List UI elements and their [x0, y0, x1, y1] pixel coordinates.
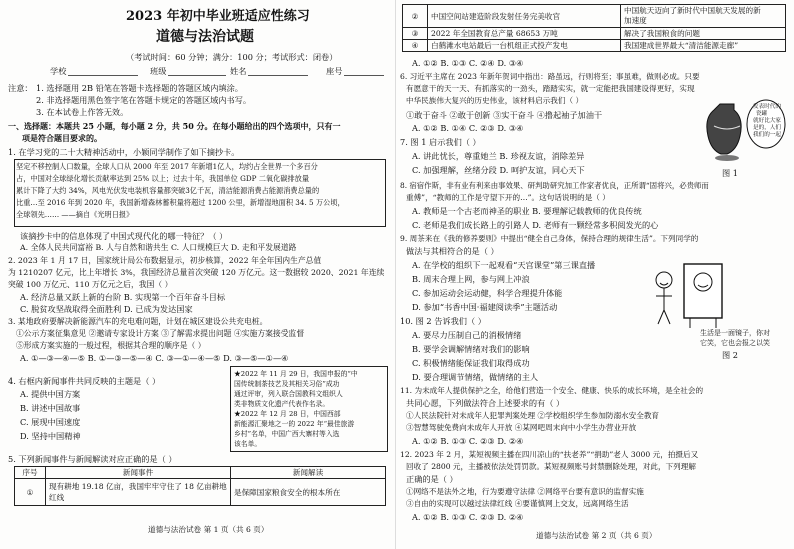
q10-option: A. 要尽力压制自己的消极情绪: [412, 330, 522, 340]
q11-options: A. ①② B. ①③ C. ②③ D. ②④: [412, 436, 524, 446]
fig2-caption: 它笑，它也会报之以笑: [700, 339, 770, 347]
page-footer-left: 道德与法治试卷 第 1 页（共 6 页）: [148, 525, 269, 534]
q9-option: A. 在学校的组织下一起观看“天宫课堂”第三课直播: [412, 260, 596, 270]
figure-2-image: [650, 258, 740, 332]
exam-title: 2023 年初中毕业班适应性练习: [126, 9, 310, 24]
q5-header-cell: 序号: [15, 467, 46, 479]
notes-heading: 注意：: [8, 83, 33, 93]
q1-stem: 该摘抄卡中的信息体现了中国式现代化的哪一特征？（ ）: [20, 231, 228, 241]
class-blank: [168, 75, 226, 76]
figure-1-label: 图 1: [722, 168, 738, 178]
name-label: 姓名: [230, 66, 247, 76]
news-line: 国传统制茶技艺及其相关习俗”成功: [234, 380, 340, 388]
q5-cell: ④: [403, 40, 428, 52]
news-line: 乡村”名单，中国广西大寨村等入选: [234, 430, 340, 438]
q3-line: 3. 某地政府要解决新能源汽车的充电难问题，计划在城区建设公共充电桩。: [8, 317, 268, 326]
q7-stem: 7. 图 1 启示我们（ ）: [400, 137, 481, 147]
q5-cell: 中国空间站建造阶段发射任务完美收官: [428, 5, 621, 28]
q10-option: D. 要合理调节情绪，做情绪的主人: [412, 372, 539, 382]
q12-options: A. ①② B. ①③ C. ②③ D. ②④: [412, 512, 524, 522]
q6-items: ①敢于奋斗 ②敢于创新 ③实干奋斗 ④撸起袖子加油干: [406, 110, 603, 120]
fig1-bubble-text: 我们的一起: [753, 132, 781, 138]
q5-table-continued: [402, 4, 786, 52]
q8-options-a: A. 教师是一个古老而神圣的职业 B. 要理解记载教师的优良传统: [412, 206, 642, 216]
news-line: ★2022 年 12 月 28 日，中国西部: [234, 410, 341, 418]
news-line: 类非物质文化遗产代表作名录。: [234, 400, 330, 408]
q1-intro: 1. 在学习党的二十大精神活动中，小颖同学制作了如下摘抄卡。: [8, 147, 240, 157]
q5-cell: 白鹤滩水电站最后一台机组正式投产发电: [428, 40, 621, 52]
figure-2-label: 图 2: [722, 350, 738, 360]
q12-line: 12. 2023 年 2 月，某短视频主播在四川凉山的“扶老养”“捐助”老人 3000 元，拍摄后又: [400, 450, 699, 459]
q11-line: 共同心愿，下列做法符合上述要求的有（ ）: [406, 398, 565, 408]
q6-line: 中华民族伟大复兴的历史伟业，该材料启示我们（ ）: [406, 96, 584, 105]
q5-cell: 我国建成世界最大“清洁能源走廊”: [621, 40, 786, 52]
q9-option: D. 参加“书香中国·福建阅读季”主题活动: [412, 302, 558, 312]
q9-line: 做法与其相符合的是（ ）: [406, 246, 499, 256]
exam-info: （考试时间：60 分钟；满分：100 分；考试形式：闭卷）: [126, 52, 338, 62]
q10-option: C. 积极情绪能保证我们取得成功: [412, 358, 530, 368]
q3-line: ①公示方案征集意见 ②邀请专家设计方案 ③了解需求提出问题 ④实施方案接受监督: [16, 329, 305, 338]
card-line: 坚定不移控制人口数量，全球人口从 2000 年至 2017 年新增1亿人，均约占全世界一个多百分: [16, 162, 318, 171]
note-1: 1. 选择题用 2B 铅笔在答题卡选择题的答题区域内填涂。: [36, 83, 243, 93]
q2-line: 突破 100 万亿元、110 万亿元之后，我国（ ）: [8, 280, 173, 289]
q12-item: ①网络不是法外之地，行为要遵守法律 ②网络平台要有意识的监督实施: [406, 487, 644, 496]
q4-option: C. 展现中国速度: [20, 417, 81, 427]
news-line: ★2022 年 11 月 29 日，我国申报的“中: [234, 370, 358, 378]
q5-cell: [621, 5, 786, 28]
q5-cell: 解决了我国粮食的问题: [621, 28, 786, 40]
q12-line: 回收了 2800 元，主播被依法处罚罚款。某短视频账号封禁删除处理，对此，下列理解: [406, 462, 696, 471]
fig2-caption: 生活是一面镜子，你对: [700, 329, 770, 337]
q8-line: 8. 宿宿作斯，非有业有利来由事效果、研判助研究加工作家者优良，正所谓“固将兴，必贵师而: [400, 181, 709, 190]
q9-line: 9. 周茶来在《我的修养要则》中提出“健全自己身体，保持合理的规律生活”。下列同学的: [400, 234, 699, 243]
seat-blank: [344, 75, 384, 76]
q8-line: 重傅”，“教师的工作是守望下开的…”。这句话说明的是（ ）: [406, 193, 610, 202]
q12-item: ③自由的实现可以越过法律红线 ④要谨慎网上交友，远离网络生活: [406, 499, 629, 508]
exam-subject: 道德与法治试题: [156, 29, 254, 45]
card-line: 全球领先…… ——摘自《光明日报》: [16, 210, 134, 219]
q5-cell: ①: [15, 479, 46, 506]
fig1-bubble-text: 发表时代的: [753, 104, 781, 110]
q2-line: 2. 2023 年 1 月 17 日，国家统计局公布数据显示，初步核算，2022 年全年国内生产总值: [8, 256, 322, 265]
fig1-bubble-text: 就好比大家: [753, 118, 781, 124]
fold-divider: [395, 0, 396, 549]
name-blank: [248, 75, 308, 76]
q3-line: ⑤形成方案实施的一般过程，根据其合理的顺序是（ ）: [16, 341, 206, 350]
q5-header-cell: 新闻解读: [231, 467, 386, 479]
q5-cell: ③: [403, 28, 428, 40]
q6-line: 有愿意干的天一天、有抓落实的一劲头，踏踏实实，就一定能把我国建设得更好，实现: [406, 84, 695, 93]
fig1-bubble-text: 瓷罐: [756, 111, 768, 117]
q2-line: 为 1210207 亿元，比上年增长 3%，我国经济总量首次突破 120 万亿元。这一数据较 2020、2021 年连续: [8, 268, 385, 277]
q7-options-b: C. 加强理解，丝绪分段 D. 呵护友谊，同心天下: [412, 165, 585, 175]
section1-heading: 一、选择题：本题共 25 小题，每小题 2 分，共 50 分。在每小题给出的四个选项中，只有一: [8, 121, 341, 131]
q1-options: A. 全体人民共同富裕 B. 人与自然和谐共生 C. 人口规模巨大 D. 走和平发展道路: [20, 243, 297, 252]
q4-stem: 4. 右框内新闻事件共同反映的主题是（ ）: [8, 376, 161, 386]
school-label: 学校: [50, 66, 67, 76]
q5-header-cell: 新闻事件: [46, 467, 231, 479]
news-line: 新能源汇聚地之一的 2022 年“最佳旅游: [234, 420, 355, 428]
page-footer-right: 道德与法治试卷 第 2 页（共 6 页）: [536, 531, 657, 540]
q7-options-a: A. 讲此忧长，尊重她兰 B. 珍视友谊，消除差异: [412, 151, 585, 161]
card-line: 占，中国对全球绿化增长贡献率达到 25% 以上；过去十年，我国单位 GDP 二氧化碳排放量: [16, 174, 310, 183]
q4-option: A. 提供中国方案: [20, 389, 81, 399]
q5-cell: ②: [403, 5, 428, 28]
q2-options-b: C. 脱贫攻坚战取得全面胜利 D. 已成为发达国家: [20, 304, 193, 314]
q5-stem: 5. 下列新闻事件与新闻解读对应正确的是（ ）: [8, 454, 177, 464]
q10-stem: 10. 图 2 告诉我们（ ）: [400, 316, 486, 326]
note-3: 3. 在本试卷上作答无效。: [36, 107, 129, 117]
q11-line: 11. 为未成年人提供保护之全，给他们营造一个安全、健康、快乐的成长环境，是全社会的: [400, 386, 704, 395]
left-column: [8, 0, 390, 549]
q3-options: A. ①—③—④—⑤ B. ①—③—⑤—④ C. ③—①—④—⑤ D. ③—⑤—①—④: [20, 353, 289, 363]
school-blank: [68, 75, 138, 76]
q5-cell-line: 加速度: [624, 16, 647, 25]
seat-label: 座号: [326, 66, 343, 76]
q6-line: 6. 习近平主席在 2023 年新年贺词中指出：路虽远，行则将至；事虽难，做则必成。只要: [400, 72, 700, 81]
q8-options-b: C. 老师是我们成长路上的引路人 D. 老师有一颗经常多积阅发光的心: [412, 220, 659, 230]
q5-options: A. ①② B. ①③ C. ②④ D. ③④: [412, 58, 524, 68]
note-2: 2. 非选择题用黑色签字笔在答题卡规定的答题区域内书写。: [36, 95, 252, 105]
q5-cell: 2022 年全国教育总产量 68653 万吨: [428, 28, 621, 40]
news-line: 该名单。: [234, 440, 262, 448]
card-line: 比重…至 2016 年到 2020 年，我国新增森林蓄积量将超过 1200 公里，新增湿地面积 34. 5 万公顷，: [16, 198, 345, 207]
q2-options-a: A. 经济总量又跃上新的台阶 B. 实现第一个百年奋斗目标: [20, 292, 226, 302]
q4-option: B. 讲述中国故事: [20, 403, 81, 413]
q11-item: ①人民法院针对未成年人犯罪判案处理 ②学校组织学生参加防溺水安全教育: [406, 411, 660, 420]
class-label: 班级: [150, 66, 167, 76]
q9-option: B. 周末合理上网，参与网上冲浪: [412, 274, 530, 284]
q10-option: B. 要学会调解情绪对我们的影响: [412, 344, 530, 354]
right-column: [400, 0, 788, 549]
q9-option: C. 参加运动会运动健，科学合理提升体能: [412, 288, 563, 298]
card-line: 累计下降了大约 34%，风电光伏发电装机容量都突破3亿千瓦，清洁能源消费占能源消费总量的: [16, 186, 320, 195]
q4-option: D. 坚持中国精神: [20, 431, 81, 441]
q6-options: A. ①② B. ①④ C. ②③ D. ③④: [412, 123, 524, 133]
q5-table: [14, 466, 386, 506]
section1-heading-2: 项是符合题目要求的。: [22, 133, 102, 143]
q11-item: ③智慧驾驶免费向未成年人开放 ④某网吧周末向中小学生办营业开放: [406, 423, 637, 432]
q5-cell: 现有耕地 19.18 亿亩，我国牢牢守住了 18 亿亩耕地红线: [46, 479, 231, 506]
fig1-bubble-text: 是的，人们: [753, 125, 781, 131]
news-line: 通过评审，列入联合国教科文组织人: [234, 390, 343, 398]
q5-cell: 是保障国家粮食安全的根本所在: [231, 479, 386, 506]
q12-line: 正确的是（ ）: [406, 474, 458, 484]
q5-cell-line: 中国航天迈向了新时代中国航天发展的新: [624, 6, 761, 15]
